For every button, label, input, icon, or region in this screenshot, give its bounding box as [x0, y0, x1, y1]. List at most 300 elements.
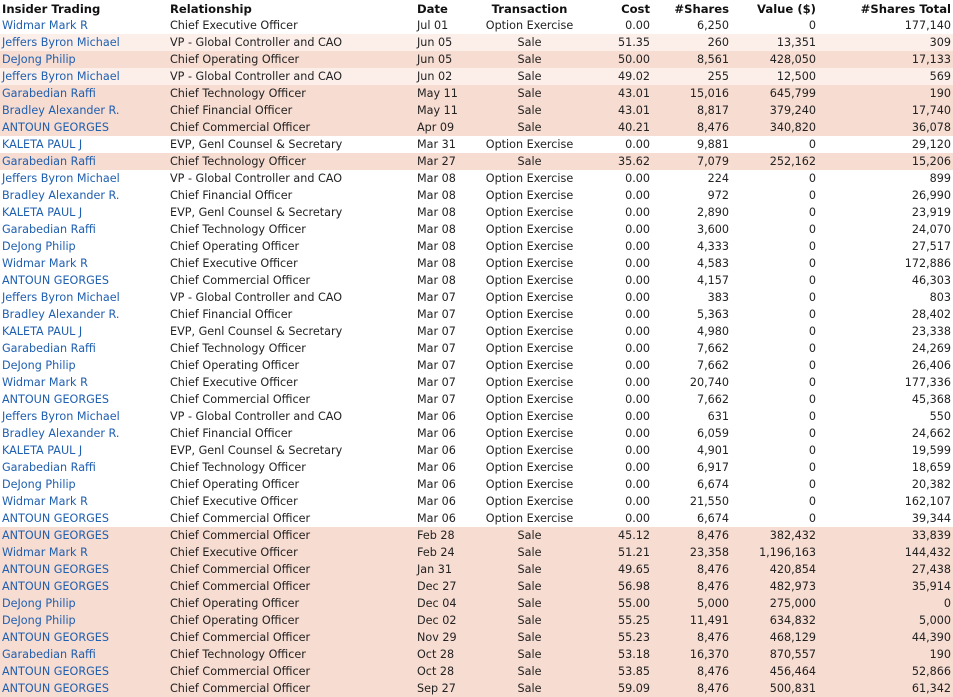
relationship-cell: Chief Technology Officer [168, 153, 415, 170]
insider-name-link[interactable]: Jeffers Byron Michael [0, 408, 168, 425]
insider-name-link[interactable]: ANTOUN GEORGES [0, 119, 168, 136]
value-cell: 0 [731, 408, 818, 425]
table-row [0, 544, 953, 561]
transaction-cell: Option Exercise [477, 306, 582, 323]
transaction-cell: Option Exercise [477, 323, 582, 340]
date-cell: Jun 05 [415, 51, 477, 68]
shares-total-cell: 17,740 [818, 102, 953, 119]
table-row [0, 187, 953, 204]
shares-cell: 15,016 [652, 85, 731, 102]
value-cell: 456,464 [731, 663, 818, 680]
value-cell: 428,050 [731, 51, 818, 68]
table-row [0, 527, 953, 544]
table-row [0, 646, 953, 663]
value-cell: 0 [731, 17, 818, 34]
cost-cell: 49.02 [582, 68, 652, 85]
table-row [0, 170, 953, 187]
date-cell: Mar 07 [415, 323, 477, 340]
date-cell: Mar 06 [415, 408, 477, 425]
transaction-cell: Option Exercise [477, 17, 582, 34]
shares-cell: 21,550 [652, 493, 731, 510]
shares-cell: 7,662 [652, 357, 731, 374]
shares-cell: 6,059 [652, 425, 731, 442]
insider-name-link[interactable]: Garabedian Raffi [0, 646, 168, 663]
shares-total-cell: 172,886 [818, 255, 953, 272]
transaction-cell: Option Exercise [477, 408, 582, 425]
date-cell: Mar 06 [415, 459, 477, 476]
date-cell: Jun 02 [415, 68, 477, 85]
date-cell: Mar 07 [415, 306, 477, 323]
shares-total-cell: 46,303 [818, 272, 953, 289]
value-cell: 0 [731, 357, 818, 374]
insider-name-link[interactable]: DeJong Philip [0, 238, 168, 255]
insider-name-link[interactable]: Widmar Mark R [0, 544, 168, 561]
table-row [0, 68, 953, 85]
value-cell: 0 [731, 391, 818, 408]
shares-cell: 8,476 [652, 680, 731, 697]
date-cell: Dec 04 [415, 595, 477, 612]
relationship-cell: EVP, Genl Counsel & Secretary [168, 323, 415, 340]
date-cell: Mar 06 [415, 442, 477, 459]
cost-cell: 40.21 [582, 119, 652, 136]
cost-cell: 0.00 [582, 255, 652, 272]
table-row [0, 221, 953, 238]
transaction-cell: Option Exercise [477, 238, 582, 255]
shares-cell: 631 [652, 408, 731, 425]
relationship-cell: Chief Executive Officer [168, 544, 415, 561]
shares-cell: 4,333 [652, 238, 731, 255]
value-cell: 340,820 [731, 119, 818, 136]
insider-name-link[interactable]: ANTOUN GEORGES [0, 510, 168, 527]
transaction-cell: Sale [477, 527, 582, 544]
relationship-cell: EVP, Genl Counsel & Secretary [168, 442, 415, 459]
value-cell: 645,799 [731, 85, 818, 102]
date-cell: Mar 08 [415, 272, 477, 289]
insider-name-link[interactable]: Bradley Alexander R. [0, 425, 168, 442]
date-cell: Mar 06 [415, 493, 477, 510]
relationship-cell: Chief Commercial Officer [168, 119, 415, 136]
shares-total-cell: 36,078 [818, 119, 953, 136]
transaction-cell: Sale [477, 544, 582, 561]
date-cell: Mar 06 [415, 425, 477, 442]
col-header-value[interactable]: Value ($) [757, 1, 816, 16]
shares-cell: 6,917 [652, 459, 731, 476]
insider-name-link[interactable]: ANTOUN GEORGES [0, 391, 168, 408]
date-cell: Mar 06 [415, 510, 477, 527]
relationship-cell: Chief Financial Officer [168, 306, 415, 323]
shares-total-cell: 5,000 [818, 612, 953, 629]
value-cell: 13,351 [731, 34, 818, 51]
cost-cell: 0.00 [582, 357, 652, 374]
date-cell: Mar 07 [415, 340, 477, 357]
insider-name-link[interactable]: ANTOUN GEORGES [0, 561, 168, 578]
table-row [0, 255, 953, 272]
table-row [0, 204, 953, 221]
date-cell: Oct 28 [415, 646, 477, 663]
transaction-cell: Option Exercise [477, 204, 582, 221]
table-row [0, 272, 953, 289]
cost-cell: 0.00 [582, 187, 652, 204]
insider-name-link[interactable]: Garabedian Raffi [0, 459, 168, 476]
table-row [0, 561, 953, 578]
insider-name-link[interactable]: DeJong Philip [0, 51, 168, 68]
value-cell: 0 [731, 493, 818, 510]
insider-name-link[interactable]: DeJong Philip [0, 476, 168, 493]
transaction-cell: Option Exercise [477, 170, 582, 187]
transaction-cell: Sale [477, 578, 582, 595]
shares-cell: 8,476 [652, 561, 731, 578]
value-cell: 0 [731, 374, 818, 391]
insider-name-link[interactable]: ANTOUN GEORGES [0, 272, 168, 289]
shares-total-cell: 899 [818, 170, 953, 187]
date-cell: Mar 06 [415, 476, 477, 493]
col-header-shares[interactable]: #Shares [674, 1, 729, 16]
date-cell: Apr 09 [415, 119, 477, 136]
table-header-row [0, 0, 953, 17]
shares-total-cell: 26,990 [818, 187, 953, 204]
relationship-cell: Chief Executive Officer [168, 374, 415, 391]
insider-name-link[interactable]: Jeffers Byron Michael [0, 289, 168, 306]
table-row [0, 612, 953, 629]
insider-name-link[interactable]: DeJong Philip [0, 595, 168, 612]
value-cell: 0 [731, 442, 818, 459]
transaction-cell: Option Exercise [477, 272, 582, 289]
transaction-cell: Option Exercise [477, 493, 582, 510]
shares-total-cell: 20,382 [818, 476, 953, 493]
table-row [0, 408, 953, 425]
date-cell: Jul 01 [415, 17, 477, 34]
value-cell: 0 [731, 136, 818, 153]
relationship-cell: Chief Executive Officer [168, 493, 415, 510]
table-row [0, 323, 953, 340]
table-row [0, 442, 953, 459]
transaction-cell: Option Exercise [477, 391, 582, 408]
transaction-cell: Option Exercise [477, 187, 582, 204]
relationship-cell: VP - Global Controller and CAO [168, 408, 415, 425]
table-row [0, 510, 953, 527]
table-row [0, 663, 953, 680]
value-cell: 500,831 [731, 680, 818, 697]
cost-cell: 0.00 [582, 459, 652, 476]
relationship-cell: Chief Commercial Officer [168, 510, 415, 527]
shares-cell: 4,901 [652, 442, 731, 459]
date-cell: Mar 08 [415, 170, 477, 187]
transaction-cell: Option Exercise [477, 221, 582, 238]
shares-cell: 4,980 [652, 323, 731, 340]
shares-cell: 8,476 [652, 527, 731, 544]
transaction-cell: Option Exercise [477, 340, 582, 357]
cost-cell: 0.00 [582, 425, 652, 442]
value-cell: 0 [731, 289, 818, 306]
shares-cell: 7,662 [652, 391, 731, 408]
cost-cell: 0.00 [582, 170, 652, 187]
value-cell: 382,432 [731, 527, 818, 544]
shares-total-cell: 24,662 [818, 425, 953, 442]
value-cell: 0 [731, 238, 818, 255]
insider-name-link[interactable]: Bradley Alexander R. [0, 187, 168, 204]
shares-total-cell: 23,919 [818, 204, 953, 221]
value-cell: 482,973 [731, 578, 818, 595]
relationship-cell: Chief Commercial Officer [168, 272, 415, 289]
shares-total-cell: 0 [818, 595, 953, 612]
shares-total-cell: 44,390 [818, 629, 953, 646]
shares-cell: 8,476 [652, 629, 731, 646]
shares-cell: 16,370 [652, 646, 731, 663]
shares-cell: 8,817 [652, 102, 731, 119]
shares-total-cell: 29,120 [818, 136, 953, 153]
date-cell: Mar 31 [415, 136, 477, 153]
relationship-cell: EVP, Genl Counsel & Secretary [168, 204, 415, 221]
cost-cell: 53.18 [582, 646, 652, 663]
transaction-cell: Sale [477, 612, 582, 629]
date-cell: May 11 [415, 85, 477, 102]
shares-total-cell: 569 [818, 68, 953, 85]
shares-total-cell: 177,336 [818, 374, 953, 391]
transaction-cell: Option Exercise [477, 442, 582, 459]
table-row [0, 34, 953, 51]
value-cell: 0 [731, 459, 818, 476]
cost-cell: 55.23 [582, 629, 652, 646]
relationship-cell: Chief Commercial Officer [168, 680, 415, 697]
transaction-cell: Sale [477, 680, 582, 697]
transaction-cell: Sale [477, 153, 582, 170]
relationship-cell: EVP, Genl Counsel & Secretary [168, 136, 415, 153]
cost-cell: 43.01 [582, 85, 652, 102]
date-cell: Mar 08 [415, 204, 477, 221]
shares-total-cell: 18,659 [818, 459, 953, 476]
transaction-cell: Sale [477, 119, 582, 136]
relationship-cell: Chief Operating Officer [168, 612, 415, 629]
cost-cell: 55.00 [582, 595, 652, 612]
table-row [0, 51, 953, 68]
insider-name-link[interactable]: Widmar Mark R [0, 374, 168, 391]
date-cell: Dec 27 [415, 578, 477, 595]
table-row [0, 340, 953, 357]
insider-name-link[interactable]: Widmar Mark R [0, 17, 168, 34]
col-header-transaction[interactable]: Transaction [491, 1, 568, 16]
shares-total-cell: 28,402 [818, 306, 953, 323]
table-row [0, 102, 953, 119]
transaction-cell: Sale [477, 34, 582, 51]
relationship-cell: Chief Technology Officer [168, 221, 415, 238]
relationship-cell: VP - Global Controller and CAO [168, 289, 415, 306]
transaction-cell: Option Exercise [477, 136, 582, 153]
col-header-cost[interactable]: Cost [621, 1, 650, 16]
insider-name-link[interactable]: KALETA PAUL J [0, 136, 168, 153]
date-cell: Oct 28 [415, 663, 477, 680]
value-cell: 634,832 [731, 612, 818, 629]
insider-name-link[interactable]: ANTOUN GEORGES [0, 680, 168, 697]
insider-name-link[interactable]: DeJong Philip [0, 612, 168, 629]
shares-total-cell: 15,206 [818, 153, 953, 170]
insider-name-link[interactable]: ANTOUN GEORGES [0, 578, 168, 595]
shares-total-cell: 309 [818, 34, 953, 51]
cost-cell: 43.01 [582, 102, 652, 119]
date-cell: Mar 08 [415, 221, 477, 238]
date-cell: Mar 08 [415, 255, 477, 272]
shares-cell: 383 [652, 289, 731, 306]
insider-name-link[interactable]: ANTOUN GEORGES [0, 629, 168, 646]
insider-name-link[interactable]: ANTOUN GEORGES [0, 663, 168, 680]
table-row [0, 493, 953, 510]
insider-name-link[interactable]: Garabedian Raffi [0, 85, 168, 102]
relationship-cell: Chief Operating Officer [168, 51, 415, 68]
table-body [0, 17, 953, 697]
shares-total-cell: 162,107 [818, 493, 953, 510]
shares-total-cell: 17,133 [818, 51, 953, 68]
insider-name-link[interactable]: Widmar Mark R [0, 255, 168, 272]
table-row [0, 680, 953, 697]
transaction-cell: Option Exercise [477, 289, 582, 306]
col-header-relationship[interactable]: Relationship [170, 1, 252, 16]
shares-cell: 224 [652, 170, 731, 187]
date-cell: Mar 07 [415, 289, 477, 306]
relationship-cell: Chief Commercial Officer [168, 629, 415, 646]
date-cell: Feb 24 [415, 544, 477, 561]
cost-cell: 0.00 [582, 510, 652, 527]
transaction-cell: Option Exercise [477, 374, 582, 391]
shares-cell: 20,740 [652, 374, 731, 391]
cost-cell: 0.00 [582, 17, 652, 34]
value-cell: 0 [731, 425, 818, 442]
transaction-cell: Sale [477, 51, 582, 68]
relationship-cell: Chief Technology Officer [168, 459, 415, 476]
cost-cell: 0.00 [582, 204, 652, 221]
value-cell: 0 [731, 476, 818, 493]
shares-cell: 2,890 [652, 204, 731, 221]
cost-cell: 53.85 [582, 663, 652, 680]
table-row [0, 85, 953, 102]
date-cell: Nov 29 [415, 629, 477, 646]
shares-total-cell: 33,839 [818, 527, 953, 544]
insider-name-link[interactable]: KALETA PAUL J [0, 442, 168, 459]
transaction-cell: Sale [477, 85, 582, 102]
table-row [0, 476, 953, 493]
cost-cell: 0.00 [582, 408, 652, 425]
shares-total-cell: 550 [818, 408, 953, 425]
cost-cell: 51.21 [582, 544, 652, 561]
date-cell: Sep 27 [415, 680, 477, 697]
transaction-cell: Sale [477, 646, 582, 663]
transaction-cell: Option Exercise [477, 476, 582, 493]
table-row [0, 357, 953, 374]
value-cell: 0 [731, 510, 818, 527]
table-row [0, 595, 953, 612]
col-header-shares-total[interactable]: #Shares Total [860, 1, 951, 16]
insider-name-link[interactable]: Widmar Mark R [0, 493, 168, 510]
relationship-cell: Chief Technology Officer [168, 340, 415, 357]
insider-name-link[interactable]: Bradley Alexander R. [0, 102, 168, 119]
insider-name-link[interactable]: KALETA PAUL J [0, 204, 168, 221]
shares-cell: 5,000 [652, 595, 731, 612]
value-cell: 1,196,163 [731, 544, 818, 561]
col-header-insider[interactable]: Insider Trading [2, 1, 101, 16]
table-row [0, 289, 953, 306]
shares-total-cell: 39,344 [818, 510, 953, 527]
relationship-cell: Chief Financial Officer [168, 187, 415, 204]
value-cell: 0 [731, 340, 818, 357]
transaction-cell: Option Exercise [477, 510, 582, 527]
relationship-cell: Chief Financial Officer [168, 102, 415, 119]
date-cell: Jun 05 [415, 34, 477, 51]
shares-cell: 9,881 [652, 136, 731, 153]
table-row [0, 629, 953, 646]
shares-cell: 7,079 [652, 153, 731, 170]
relationship-cell: Chief Commercial Officer [168, 663, 415, 680]
cost-cell: 56.98 [582, 578, 652, 595]
relationship-cell: VP - Global Controller and CAO [168, 68, 415, 85]
shares-total-cell: 52,866 [818, 663, 953, 680]
cost-cell: 0.00 [582, 289, 652, 306]
transaction-cell: Option Exercise [477, 357, 582, 374]
shares-total-cell: 24,269 [818, 340, 953, 357]
date-cell: Mar 07 [415, 391, 477, 408]
cost-cell: 0.00 [582, 391, 652, 408]
insider-name-link[interactable]: Garabedian Raffi [0, 153, 168, 170]
value-cell: 379,240 [731, 102, 818, 119]
insider-name-link[interactable]: DeJong Philip [0, 357, 168, 374]
table-row [0, 238, 953, 255]
shares-cell: 6,674 [652, 476, 731, 493]
relationship-cell: Chief Commercial Officer [168, 578, 415, 595]
relationship-cell: Chief Operating Officer [168, 595, 415, 612]
transaction-cell: Sale [477, 561, 582, 578]
shares-cell: 8,476 [652, 663, 731, 680]
shares-cell: 260 [652, 34, 731, 51]
date-cell: Mar 07 [415, 357, 477, 374]
insider-name-link[interactable]: Garabedian Raffi [0, 221, 168, 238]
table-row [0, 136, 953, 153]
shares-cell: 4,583 [652, 255, 731, 272]
value-cell: 0 [731, 255, 818, 272]
table-row [0, 459, 953, 476]
shares-total-cell: 144,432 [818, 544, 953, 561]
shares-total-cell: 19,599 [818, 442, 953, 459]
cost-cell: 0.00 [582, 323, 652, 340]
relationship-cell: Chief Technology Officer [168, 85, 415, 102]
relationship-cell: Chief Operating Officer [168, 238, 415, 255]
insider-name-link[interactable]: Bradley Alexander R. [0, 306, 168, 323]
value-cell: 0 [731, 204, 818, 221]
shares-cell: 6,250 [652, 17, 731, 34]
insider-name-link[interactable]: Jeffers Byron Michael [0, 34, 168, 51]
shares-cell: 23,358 [652, 544, 731, 561]
value-cell: 0 [731, 170, 818, 187]
relationship-cell: Chief Executive Officer [168, 17, 415, 34]
relationship-cell: Chief Technology Officer [168, 646, 415, 663]
insider-name-link[interactable]: Garabedian Raffi [0, 340, 168, 357]
relationship-cell: VP - Global Controller and CAO [168, 34, 415, 51]
transaction-cell: Sale [477, 663, 582, 680]
date-cell: Mar 07 [415, 374, 477, 391]
date-cell: Feb 28 [415, 527, 477, 544]
col-header-date[interactable]: Date [417, 1, 448, 16]
date-cell: Mar 08 [415, 187, 477, 204]
insider-name-link[interactable]: Jeffers Byron Michael [0, 170, 168, 187]
table-row [0, 17, 953, 34]
relationship-cell: Chief Executive Officer [168, 255, 415, 272]
insider-name-link[interactable]: Jeffers Byron Michael [0, 68, 168, 85]
insider-name-link[interactable]: KALETA PAUL J [0, 323, 168, 340]
table-row [0, 119, 953, 136]
date-cell: May 11 [415, 102, 477, 119]
transaction-cell: Sale [477, 102, 582, 119]
shares-total-cell: 190 [818, 85, 953, 102]
insider-name-link[interactable]: ANTOUN GEORGES [0, 527, 168, 544]
value-cell: 275,000 [731, 595, 818, 612]
cost-cell: 0.00 [582, 493, 652, 510]
shares-total-cell: 45,368 [818, 391, 953, 408]
